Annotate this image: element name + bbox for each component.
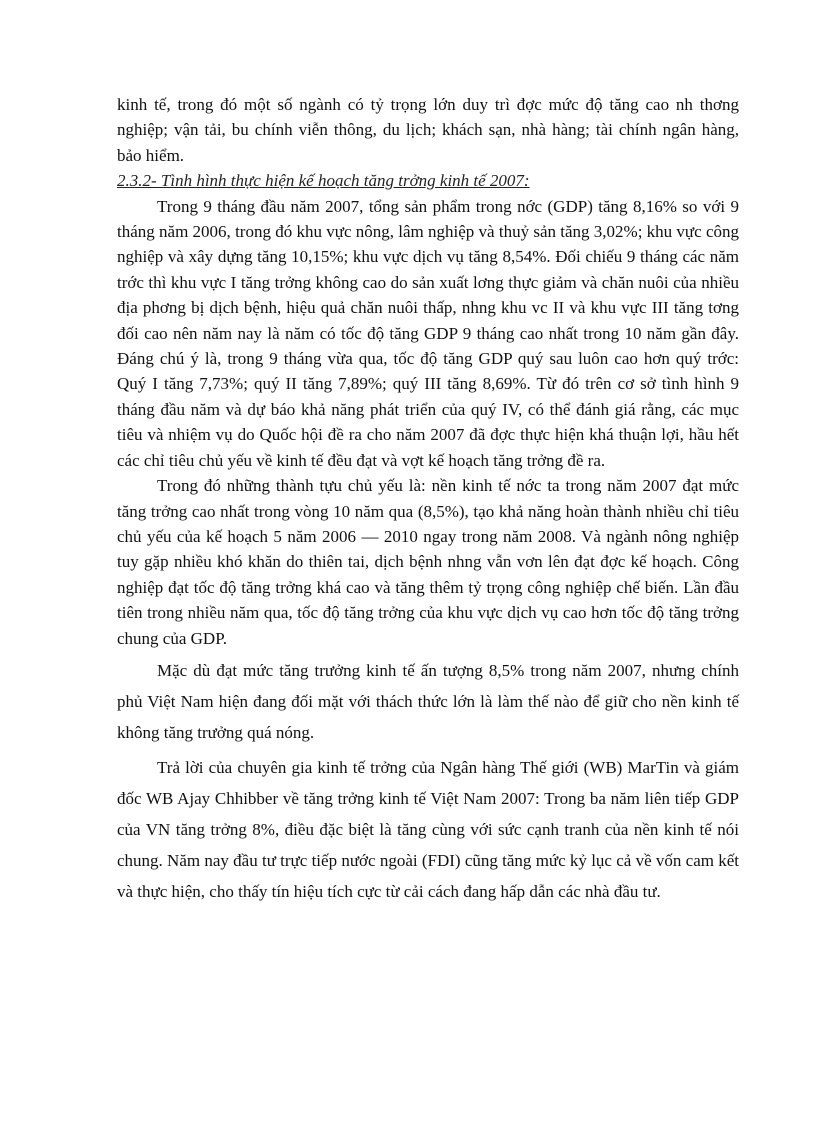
paragraph-world-bank-response: Trả lời của chuyên gia kinh tế trởng của Ngân hàng Thế giới (WB) MarTin và giám đốc WB Ajay Chhibber về tăng trởng kinh tế Việt Nam 2007: Trong ba năm liên tiếp GDP của VN tăng trởng 8%, điều đặc biệt là tăng cùng với sức cạnh tranh của nền kinh tế nói chung. Năm nay đầu tư trực tiếp nước ngoài (FDI) cũng tăng mức kỷ lục cả về vốn cam kết và thực hiện, cho thấy tín hiệu tích cực từ cải cách đang hấp dẫn các nhà đầu tư. xyxy=(117,757,739,901)
paragraph-gdp-growth: Trong 9 tháng đầu năm 2007, tổng sản phẩm trong nớc (GDP) tăng 8,16% so với 9 tháng năm 2006, trong đó khu vực nông, lâm nghiệp và thuỷ sản tăng 3,02%; khu vực công nghiệp và xây dựng tăng 10,15%; khu vực dịch vụ tăng 8,54%. Đối chiếu 9 tháng các năm trớc thì khu vực I tăng trởng không cao do sản xuất lơng thực giảm và chăn nuôi của nhiều địa phơng bị dịch bệnh, hiệu quả chăn nuôi thấp, nhng khu vc II và khu vực III tăng tơng đối cao nên năm nay là năm có tốc độ tăng GDP 9 tháng cao nhất trong 10 năm gần đây. Đáng chú ý là, trong 9 tháng vừa qua, tốc độ tăng GDP quý sau luôn cao hơn quý trớc: Quý I tăng 7,73%; quý II tăng 7,89%; quý III tăng 8,69%. Từ đó trên cơ sở tình hình 9 tháng đầu năm và dự báo khả năng phát triển của quý IV, có thể đánh giá rằng, các mục tiêu và nhiệm vụ do Quốc hội đề ra cho năm 2007 đã đợc thực hiện khá thuận lợi, hầu hết các chỉ tiêu chủ yếu về kinh tế đều đạt và vợt kế hoạch tăng trởng đề ra. xyxy=(117,196,739,470)
paragraph-achievements: Trong đó những thành tựu chủ yếu là: nền kinh tế nớc ta trong năm 2007 đạt mức tăng trởng cao nhất trong vòng 10 năm qua (8,5%), tạo khả năng hoàn thành nhiều chỉ tiêu chủ yếu của kế hoạch 5 năm 2006 — 2010 ngay trong năm 2008. Và ngành nông nghiệp tuy gặp nhiều khó khăn do thiên tai, dịch bệnh nhng vẫn vơn lên đạt đợc kế hoạch. Công nghiệp đạt tốc độ tăng trởng khá cao và tăng thêm tỷ trọng công nghiệp chế biến. Lần đầu tiên trong nhiều năm qua, tốc độ tăng trởng của khu vực dịch vụ cao hơn tốc độ tăng trởng chung của GDP. xyxy=(117,476,739,648)
intro-continuation: kinh tế, trong đó một số ngành có tỷ trọng lớn duy trì đợc mức độ tăng cao nh thơng nghiệp; vận tải, bu chính viễn thông, du lịch; khách sạn, nhà hàng; tài chính ngân hàng, bảo hiểm. xyxy=(117,95,739,165)
paragraph-overheating-challenge: Mặc dù đạt mức tăng trưởng kinh tế ấn tượng 8,5% trong năm 2007, nhưng chính phủ Việt Nam hiện đang đối mặt với thách thức lớn là làm thế nào để giữ cho nền kinh tế không tăng trưởng quá nóng. xyxy=(117,660,739,742)
document-body xyxy=(117,92,739,907)
section-heading: 2.3.2- Tình hình thực hiện kế hoạch tăng trởng kinh tế 2007: xyxy=(117,171,530,191)
